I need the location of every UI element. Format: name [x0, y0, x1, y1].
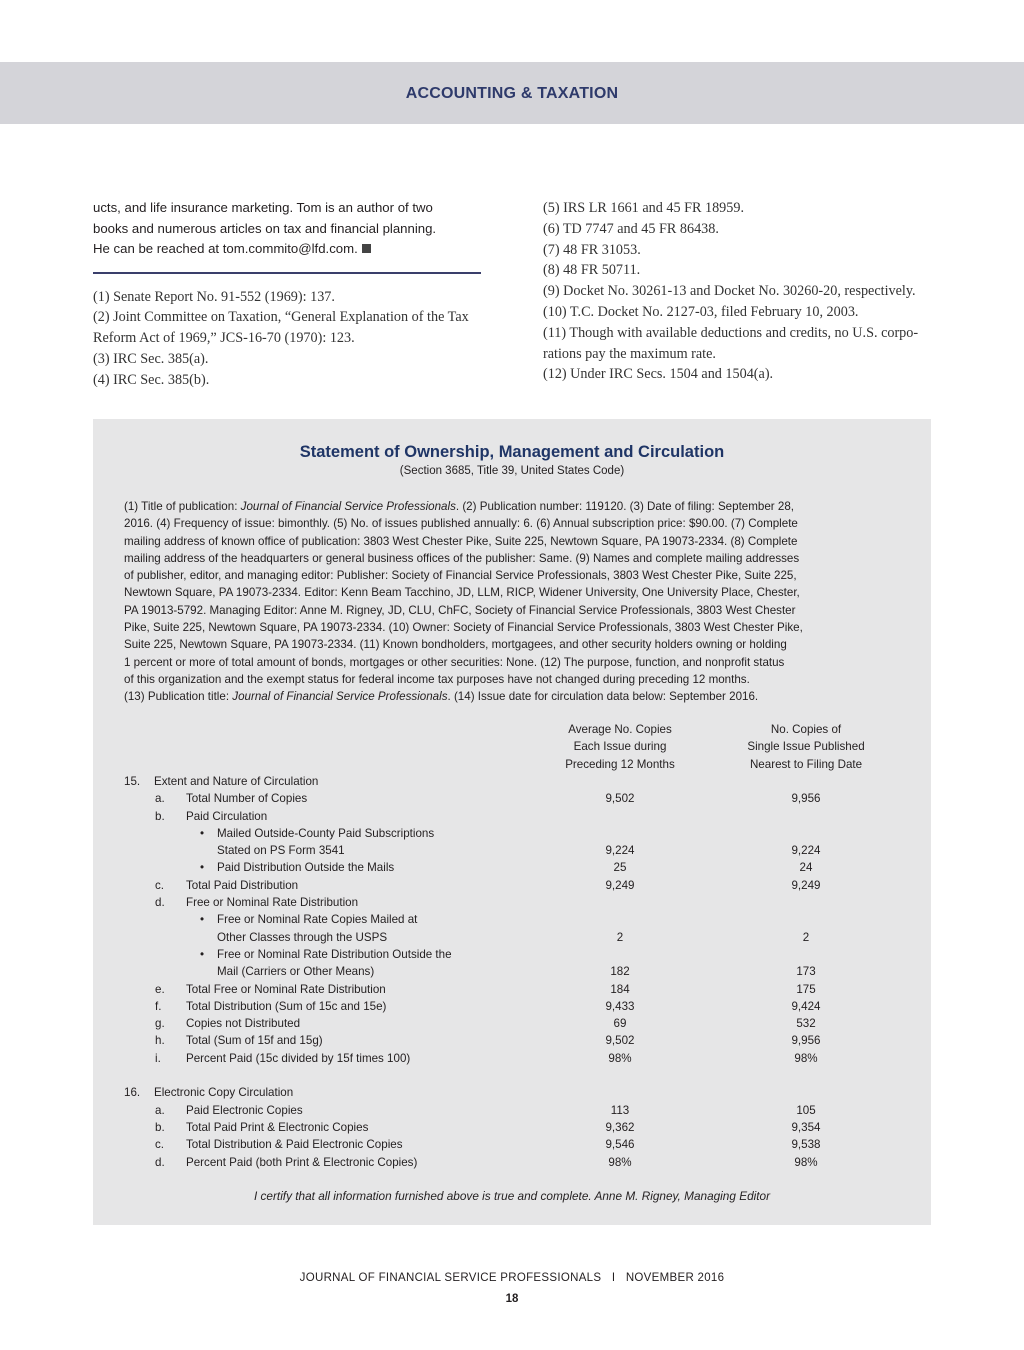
paragraph-line	[124, 584, 914, 601]
column-header-average	[535, 721, 705, 773]
item-letter: b.	[155, 809, 165, 823]
statement-title: Statement of Ownership, Management and Circulation	[299, 443, 725, 461]
endnote: Reform Act of 1969,” JCS-16-70 (1970): 123.	[93, 330, 355, 347]
item-letter: g.	[155, 1017, 165, 1031]
header-line: Each Issue during	[573, 740, 667, 754]
average-copies-value: 25	[613, 861, 627, 875]
left-column	[93, 198, 483, 390]
item-label: Total Paid Distribution	[186, 878, 299, 892]
item-label: Free or Nominal Rate Distribution Outside the	[217, 947, 452, 961]
item-label: Percent Paid (15c divided by 15f times 100)	[186, 1051, 411, 1065]
item-label: Total Distribution & Paid Electronic Copies	[186, 1138, 403, 1152]
single-issue-value: 98%	[794, 1155, 818, 1169]
table-row	[93, 808, 931, 825]
table-row	[93, 1067, 931, 1084]
average-copies-value: 9,249	[605, 878, 635, 892]
paragraph-line	[124, 515, 914, 532]
table-row	[93, 859, 931, 876]
table-row	[93, 1084, 931, 1101]
item-label: Paid Electronic Copies	[186, 1103, 303, 1117]
single-issue-value: 532	[796, 1017, 816, 1031]
paragraph-text: Suite 225, Newtown Square, PA 19073-2334. (11) Known bondholders, mortgagees, and other security holders owning or holding	[124, 638, 787, 652]
average-copies-value: 98%	[608, 1051, 632, 1065]
item-letter: d.	[155, 1155, 165, 1169]
statement-paragraph	[124, 498, 914, 706]
item-label: Other Classes through the USPS	[217, 930, 388, 944]
table-row	[93, 1015, 931, 1032]
single-issue-value: 105	[796, 1103, 816, 1117]
paragraph-line	[124, 498, 914, 515]
paragraph-text: Pike, Suite 225, Newtown Square, PA 19073-2334. (10) Owner: Society of Financial Service Professionals, 3803 West Chester Pike,	[124, 621, 803, 635]
item-letter: a.	[155, 792, 165, 806]
header-line: Preceding 12 Months	[565, 757, 675, 771]
endnote: (2) Joint Committee on Taxation, “General Explanation of the Tax	[93, 309, 469, 326]
table-row	[93, 790, 931, 807]
paragraph-text: (1) Title of publication:	[124, 500, 241, 513]
item-letter: b.	[155, 1120, 165, 1134]
item-label: Total Paid Print & Electronic Copies	[186, 1120, 369, 1134]
footer-date: NOVEMBER 2016	[625, 1272, 725, 1284]
bio-line: books and numerous articles on tax and financial planning.	[93, 220, 437, 236]
endnote: rations pay the maximum rate.	[543, 345, 716, 362]
paragraph-text: 2016. (4) Frequency of issue: bimonthly. (5) No. of issues published annually: 6. (6) Annual subscription price: $90.00. (7) Complete	[124, 517, 798, 531]
table-row	[93, 929, 931, 946]
single-issue-value: 9,354	[791, 1120, 821, 1134]
item-label: Paid Distribution Outside the Mails	[217, 861, 395, 875]
average-copies-value: 182	[610, 965, 630, 979]
statement-subtitle: (Section 3685, Title 39, United States Code)	[399, 465, 625, 477]
item-label: Free or Nominal Rate Distribution	[186, 896, 359, 909]
table-row	[93, 1032, 931, 1049]
average-copies-value: 2	[616, 930, 624, 944]
page-footer	[0, 1272, 1024, 1284]
publication-title: Journal of Financial Service Professionals	[240, 500, 456, 513]
paragraph-text: mailing address of the headquarters or general business offices of the publisher: Same. (9) Names and complete mailing addresses	[124, 551, 800, 565]
endnote: (1) Senate Report No. 91-552 (1969): 137.	[93, 288, 335, 305]
bullet-icon: •	[200, 861, 205, 875]
item-letter: c.	[155, 878, 165, 892]
item-label: Mail (Carriers or Other Means)	[217, 965, 375, 979]
table-row	[93, 773, 931, 790]
section-number: 15.	[124, 774, 141, 788]
item-label: Total Number of Copies	[186, 792, 308, 806]
bio-line	[93, 239, 483, 260]
section-number: 16.	[124, 1086, 141, 1100]
footer-journal: JOURNAL OF FINANCIAL SERVICE PROFESSIONALS	[299, 1272, 602, 1284]
endnotes-right	[543, 198, 938, 385]
item-label: Percent Paid (both Print & Electronic Copies)	[186, 1155, 418, 1169]
endnote: (3) IRC Sec. 385(a).	[93, 350, 209, 367]
header-line: Single Issue Published	[747, 740, 865, 754]
table-row	[93, 963, 931, 980]
average-copies-value: 9,433	[605, 999, 635, 1013]
single-issue-value: 9,249	[791, 878, 821, 892]
paragraph-text: Newtown Square, PA 19073-2334. Editor: Kenn Beam Tacchino, JD, LLM, RICP, Widener University, One University Place, Chester,	[124, 586, 800, 600]
endnote: (8) 48 FR 50711.	[543, 262, 641, 279]
table-row	[93, 1136, 931, 1153]
paragraph-text: of this organization and the exempt status for federal income tax purposes have not changed during preceding 12 months.	[124, 672, 750, 686]
paragraph-line	[124, 602, 914, 619]
single-issue-value: 98%	[794, 1051, 818, 1065]
table-row	[93, 998, 931, 1015]
table-row	[93, 1102, 931, 1119]
table-row	[93, 981, 931, 998]
single-issue-value: 9,538	[791, 1138, 821, 1152]
paragraph-text: PA 19013-5792. Managing Editor: Anne M. Rigney, JD, CLU, ChFC, Society of Financial Service Professionals, 3803 West Chester	[124, 603, 796, 617]
item-label: Total (Sum of 15f and 15g)	[186, 1034, 323, 1048]
item-label: Total Distribution (Sum of 15c and 15e)	[186, 999, 387, 1013]
paragraph-text: . (2) Publication number: 119120. (3) Date of filing: September 28,	[455, 500, 794, 513]
end-of-article-icon	[362, 244, 371, 253]
bio-line: ucts, and life insurance marketing. Tom is an author of two	[93, 200, 433, 215]
endnote: (11) Though with available deductions and credits, no U.S. corpo-	[543, 324, 919, 341]
average-copies-value: 9,362	[605, 1120, 635, 1134]
paragraph-line	[124, 550, 914, 567]
item-letter: e.	[155, 982, 165, 996]
ownership-statement-box	[93, 419, 931, 1225]
item-label: Mailed Outside-County Paid Subscriptions	[217, 826, 435, 840]
item-label: Stated on PS Form 3541	[217, 844, 345, 858]
single-issue-value: 175	[796, 982, 816, 996]
endnote: (4) IRC Sec. 385(b).	[93, 371, 210, 388]
header-line: Nearest to Filing Date	[749, 757, 863, 771]
average-copies-value: 184	[610, 982, 630, 996]
average-copies-value: 69	[613, 1017, 627, 1031]
paragraph-text: (13) Publication title:	[124, 690, 233, 704]
item-label: Total Free or Nominal Rate Distribution	[186, 982, 386, 996]
page-number: 18	[505, 1293, 519, 1305]
paragraph-line	[124, 671, 914, 688]
bullet-icon: •	[200, 913, 205, 927]
paragraph-line	[124, 688, 914, 705]
single-issue-value: 9,224	[791, 844, 821, 858]
item-letter: c.	[155, 1138, 165, 1152]
table-row	[93, 1050, 931, 1067]
column-header-single-issue	[721, 721, 891, 773]
paragraph-text: 1 percent or more of total amount of bonds, mortgages or other securities: None. (12) The purpose, function, and nonprofit status	[124, 655, 785, 669]
table-row	[93, 894, 931, 911]
paragraph-line	[124, 533, 914, 550]
endnote: (9) Docket No. 30261-13 and Docket No. 30260-20, respectively.	[543, 283, 916, 300]
header-line: Average No. Copies	[568, 723, 672, 736]
average-copies-value: 9,546	[605, 1138, 635, 1152]
endnote: (5) IRS LR 1661 and 45 FR 18959.	[543, 200, 744, 216]
table-row	[93, 877, 931, 894]
footer-separator: I	[611, 1272, 616, 1284]
header-line: No. Copies of	[770, 723, 842, 736]
table-row	[93, 1119, 931, 1136]
endnotes-left	[93, 287, 483, 391]
single-issue-value: 9,424	[791, 999, 821, 1013]
table-row	[93, 911, 931, 928]
divider-rule	[93, 272, 481, 274]
single-issue-value: 9,956	[791, 792, 821, 806]
table-row	[93, 1154, 931, 1171]
bio-email-line: He can be reached at tom.commito@lfd.com.	[93, 241, 358, 256]
single-issue-value: 9,956	[791, 1034, 821, 1048]
item-letter: h.	[155, 1034, 165, 1048]
item-label: Electronic Copy Circulation	[154, 1086, 294, 1100]
section-title: ACCOUNTING & TAXATION	[405, 85, 619, 102]
endnote: (6) TD 7747 and 45 FR 86438.	[543, 220, 719, 237]
endnote: (7) 48 FR 31053.	[543, 241, 641, 258]
average-copies-value: 9,502	[605, 792, 635, 806]
author-bio	[93, 198, 483, 260]
paragraph-text: mailing address of known office of publication: 3803 West Chester Pike, Suite 225, Newtown Square, PA 19073-2334. (8) Complete	[124, 534, 798, 548]
item-letter: a.	[155, 1103, 165, 1117]
table-row	[93, 842, 931, 859]
average-copies-value: 113	[610, 1103, 630, 1117]
publication-title: Journal of Financial Service Professionals	[232, 690, 448, 704]
paragraph-line	[124, 654, 914, 671]
item-label: Free or Nominal Rate Copies Mailed at	[217, 913, 418, 927]
bullet-icon: •	[200, 826, 205, 840]
average-copies-value: 9,224	[605, 844, 635, 858]
certification-statement: I certify that all information furnished above is true and complete. Anne M. Rigney, Managing Editor	[253, 1189, 771, 1203]
paragraph-line	[124, 636, 914, 653]
paragraph-line	[124, 567, 914, 584]
table-row	[93, 825, 931, 842]
item-letter: d.	[155, 896, 165, 909]
paragraph-text: . (14) Issue date for circulation data below: September 2016.	[447, 690, 759, 704]
paragraph-line	[124, 619, 914, 636]
average-copies-value: 98%	[608, 1155, 632, 1169]
item-letter: f.	[155, 999, 162, 1013]
item-label: Extent and Nature of Circulation	[154, 774, 319, 788]
item-letter: i.	[155, 1051, 161, 1065]
single-issue-value: 2	[802, 930, 810, 944]
single-issue-value: 24	[799, 861, 813, 875]
bullet-icon: •	[200, 947, 205, 961]
table-row	[93, 946, 931, 963]
endnote: (10) T.C. Docket No. 2127-03, filed February 10, 2003.	[543, 303, 859, 320]
single-issue-value: 173	[796, 965, 816, 979]
paragraph-text: of publisher, editor, and managing editor: Publisher: Society of Financial Service Professionals, 3803 West Chester Pike, Suite 225,	[124, 569, 797, 583]
item-label: Copies not Distributed	[186, 1017, 301, 1031]
endnote: (12) Under IRC Secs. 1504 and 1504(a).	[543, 366, 774, 383]
average-copies-value: 9,502	[605, 1034, 635, 1048]
item-label: Paid Circulation	[186, 809, 268, 823]
